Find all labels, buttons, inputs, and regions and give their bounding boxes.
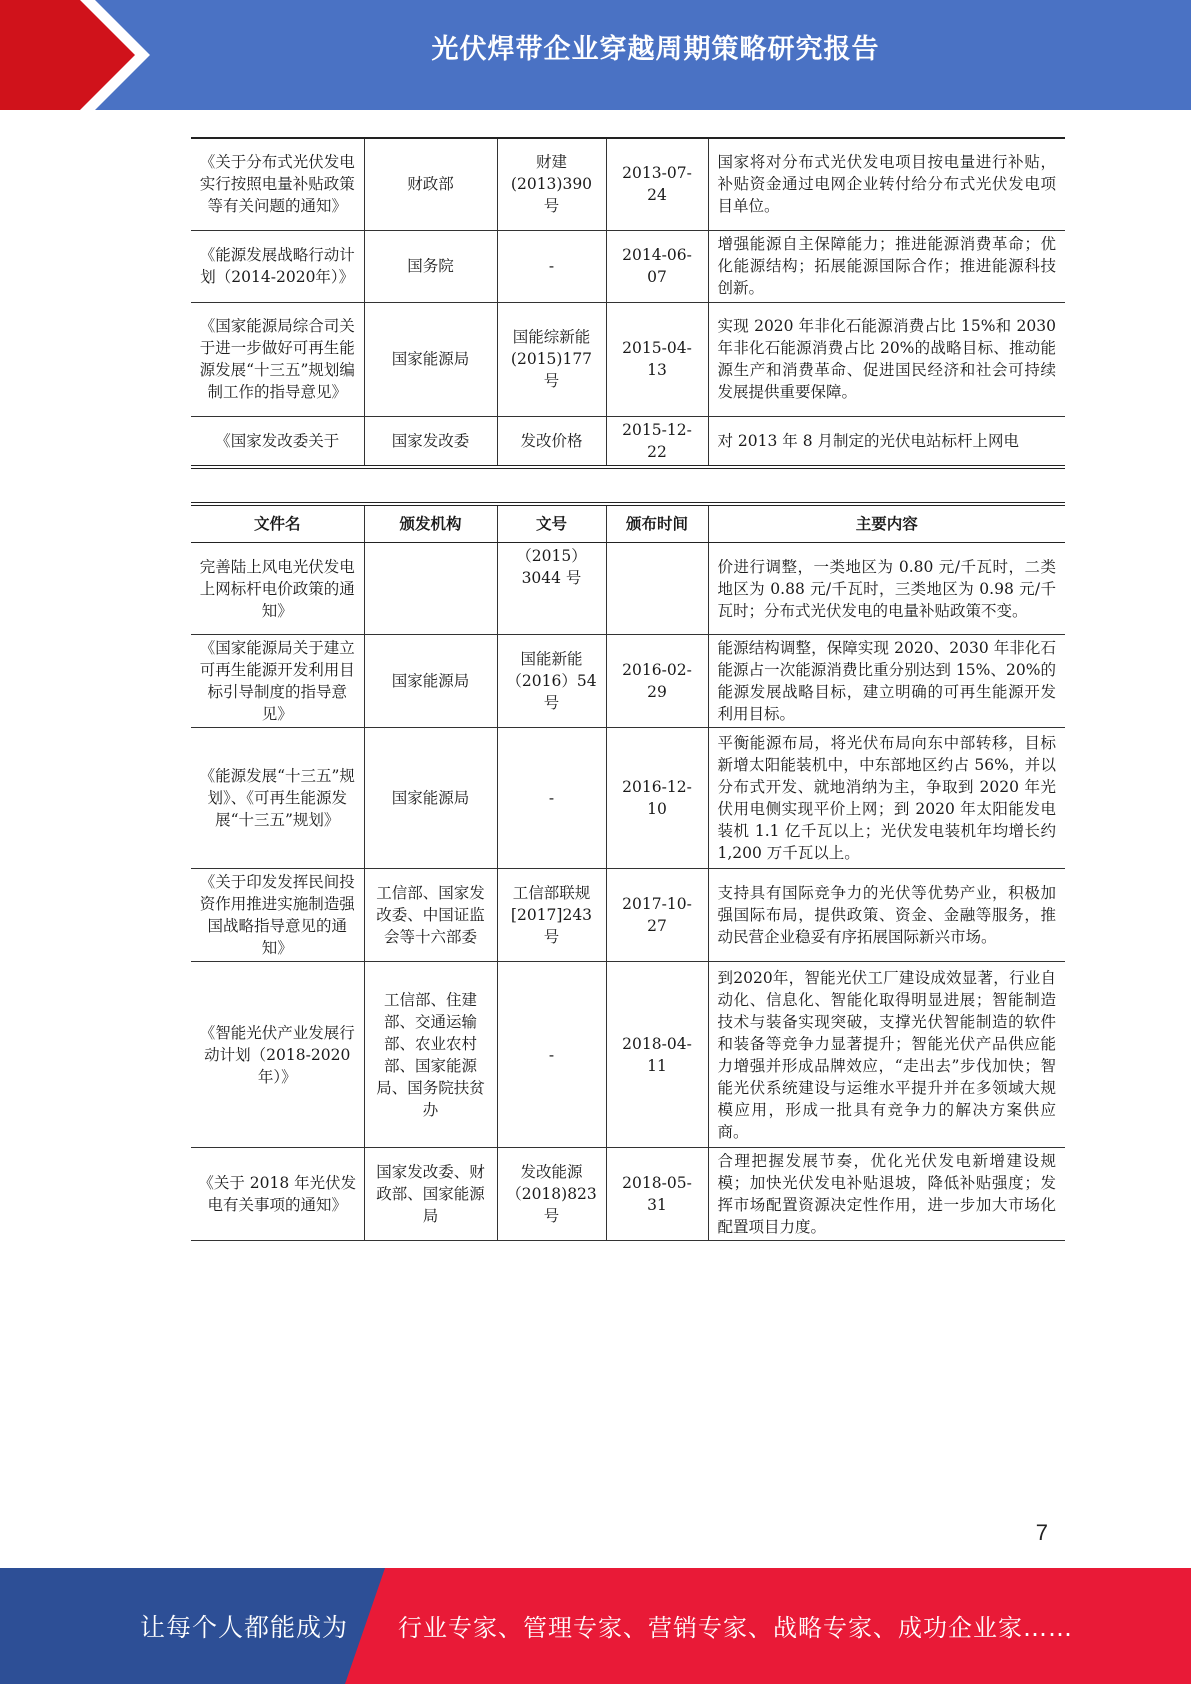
- doc-number-cell: 发改能源（2018)823 号: [497, 1148, 606, 1241]
- doc-number-cell: -: [497, 728, 606, 869]
- policy-table-continued: [191, 137, 1065, 469]
- doc-number-cell: 国能新能（2016）54 号: [497, 635, 606, 728]
- doc-number-cell: 国能综新能(2015)177 号: [497, 302, 606, 416]
- table-row: [191, 138, 1065, 230]
- table-header-row: [191, 504, 1065, 543]
- content-cell: 国家将对分布式光伏发电项目按电量进行补贴，补贴资金通过电网企业转付给分布式光伏发电项目单位。: [708, 138, 1065, 230]
- header-agency: 颁发机构: [364, 504, 497, 543]
- agency-cell: 国家能源局: [364, 635, 497, 728]
- table-row: [191, 543, 1065, 635]
- doc-number-cell: （2015）3044 号: [497, 543, 606, 635]
- date-cell: 2015-12-22: [606, 416, 708, 467]
- doc-number-cell: -: [497, 962, 606, 1148]
- table-row: [191, 302, 1065, 416]
- agency-cell: 国家能源局: [364, 302, 497, 416]
- agency-cell: 国家能源局: [364, 728, 497, 869]
- agency-cell: 工信部、国家发改委、中国证监会等十六部委: [364, 869, 497, 962]
- date-cell: 2015-04-13: [606, 302, 708, 416]
- header-doc-number: 文号: [497, 504, 606, 543]
- doc-name-cell: 《能源发展“十三五”规划》、《可再生能源发展“十三五”规划》: [191, 728, 364, 869]
- doc-name-cell: 《智能光伏产业发展行动计划（2018-2020 年）》: [191, 962, 364, 1148]
- doc-name-cell: 完善陆上风电光伏发电上网标杆电价政策的通知》: [191, 543, 364, 635]
- table-row: [191, 728, 1065, 869]
- page-footer: [0, 1568, 1191, 1684]
- date-cell: [606, 543, 708, 635]
- doc-name-cell: 《能源发展战略行动计划（2014-2020年）》: [191, 230, 364, 302]
- agency-cell: 国家发改委、财政部、国家能源局: [364, 1148, 497, 1241]
- header-content: 主要内容: [708, 504, 1065, 543]
- header-doc-name: 文件名: [191, 504, 364, 543]
- footer-slogan-right: 行业专家、管理专家、营销专家、战略专家、成功企业家……: [398, 1614, 1073, 1642]
- doc-number-cell: 工信部联规[2017]243 号: [497, 869, 606, 962]
- doc-name-cell: 《关于印发发挥民间投资作用推进实施制造强国战略指导意见的通知》: [191, 869, 364, 962]
- content-cell: 合理把握发展节奏，优化光伏发电新增建设规模；加快光伏发电补贴退坡，降低补贴强度；发挥市场配置资源决定性作用，进一步加大市场化配置项目力度。: [708, 1148, 1065, 1241]
- agency-cell: 国家发改委: [364, 416, 497, 467]
- doc-name-cell: 《国家能源局综合司关于进一步做好可再生能源发展“十三五”规划编制工作的指导意见》: [191, 302, 364, 416]
- content-cell: 能源结构调整，保障实现 2020、2030 年非化石能源占一次能源消费比重分别达到 15%、20%的能源发展战略目标，建立明确的可再生能源开发利用目标。: [708, 635, 1065, 728]
- agency-cell: 工信部、住建部、交通运输部、农业农村部、国家能源局、国务院扶贫办: [364, 962, 497, 1148]
- content-cell: 支持具有国际竞争力的光伏等优势产业，积极加强国际布局，提供政策、资金、金融等服务，推动民营企业稳妥有序拓展国际新兴市场。: [708, 869, 1065, 962]
- doc-name-cell: 《关于 2018 年光伏发电有关事项的通知》: [191, 1148, 364, 1241]
- agency-cell: 国务院: [364, 230, 497, 302]
- doc-name-cell: 《国家发改委关于: [191, 416, 364, 467]
- doc-number-cell: -: [497, 230, 606, 302]
- content-cell: 价进行调整，一类地区为 0.80 元/千瓦时，二类地区为 0.88 元/千瓦时，三类地区为 0.98 元/千瓦时；分布式光伏发电的电量补贴政策不变。: [708, 543, 1065, 635]
- table-row: [191, 869, 1065, 962]
- header-date: 颁布时间: [606, 504, 708, 543]
- date-cell: 2018-05-31: [606, 1148, 708, 1241]
- doc-number-cell: 发改价格: [497, 416, 606, 467]
- page-number: 7: [1035, 1520, 1048, 1545]
- date-cell: 2017-10-27: [606, 869, 708, 962]
- date-cell: 2018-04-11: [606, 962, 708, 1148]
- table-row: [191, 230, 1065, 302]
- table-row: [191, 635, 1065, 728]
- report-title: 光伏焊带企业穿越周期策略研究报告: [431, 34, 880, 65]
- table-row: [191, 962, 1065, 1148]
- doc-name-cell: 《关于分布式光伏发电实行按照电量补贴政策等有关问题的通知》: [191, 138, 364, 230]
- page-header: [0, 0, 1191, 110]
- doc-name-cell: 《国家能源局关于建立可再生能源开发利用目标引导制度的指导意见》: [191, 635, 364, 728]
- content-cell: 增强能源自主保障能力；推进能源消费革命；优化能源结构；拓展能源国际合作；推进能源科技创新。: [708, 230, 1065, 302]
- doc-number-cell: 财建(2013)390 号: [497, 138, 606, 230]
- content-cell: 到2020年，智能光伏工厂建设成效显著，行业自动化、信息化、智能化取得明显进展；智能制造技术与装备实现突破，支撑光伏智能制造的软件和装备等竞争力显著提升；智能光伏产品供应能力增强并形成品牌效应，“走出去”步伐加快；智能光伏系统建设与运维水平提升并在多领域大规模应用，形成一批具有竞争力的解决方案供应商。: [708, 962, 1065, 1148]
- date-cell: 2013-07-24: [606, 138, 708, 230]
- content-cell: 对 2013 年 8 月制定的光伏电站标杆上网电: [708, 416, 1065, 467]
- date-cell: 2016-02-29: [606, 635, 708, 728]
- policy-table: [191, 502, 1065, 1241]
- footer-slogan-left: 让每个人都能成为: [140, 1613, 349, 1642]
- content-cell: 实现 2020 年非化石能源消费占比 15%和 2030 年非化石能源消费占比 20%的战略目标、推动能源生产和消费革命、促进国民经济和社会可持续发展提供重要保障。: [708, 302, 1065, 416]
- table-row: [191, 416, 1065, 467]
- date-cell: 2014-06-07: [606, 230, 708, 302]
- agency-cell: 财政部: [364, 138, 497, 230]
- content-cell: 平衡能源布局，将光伏布局向东中部转移，目标新增太阳能装机中，中东部地区约占 56%，并以分布式开发、就地消纳为主，争取到 2020 年光伏用电侧实现平价上网；到 2020 年太阳能发电装机 1.1 亿千瓦以上；光伏发电装机年均增长约 1,200 万千瓦以上。: [708, 728, 1065, 869]
- table-row: [191, 1148, 1065, 1241]
- date-cell: 2016-12-10: [606, 728, 708, 869]
- agency-cell: [364, 543, 497, 635]
